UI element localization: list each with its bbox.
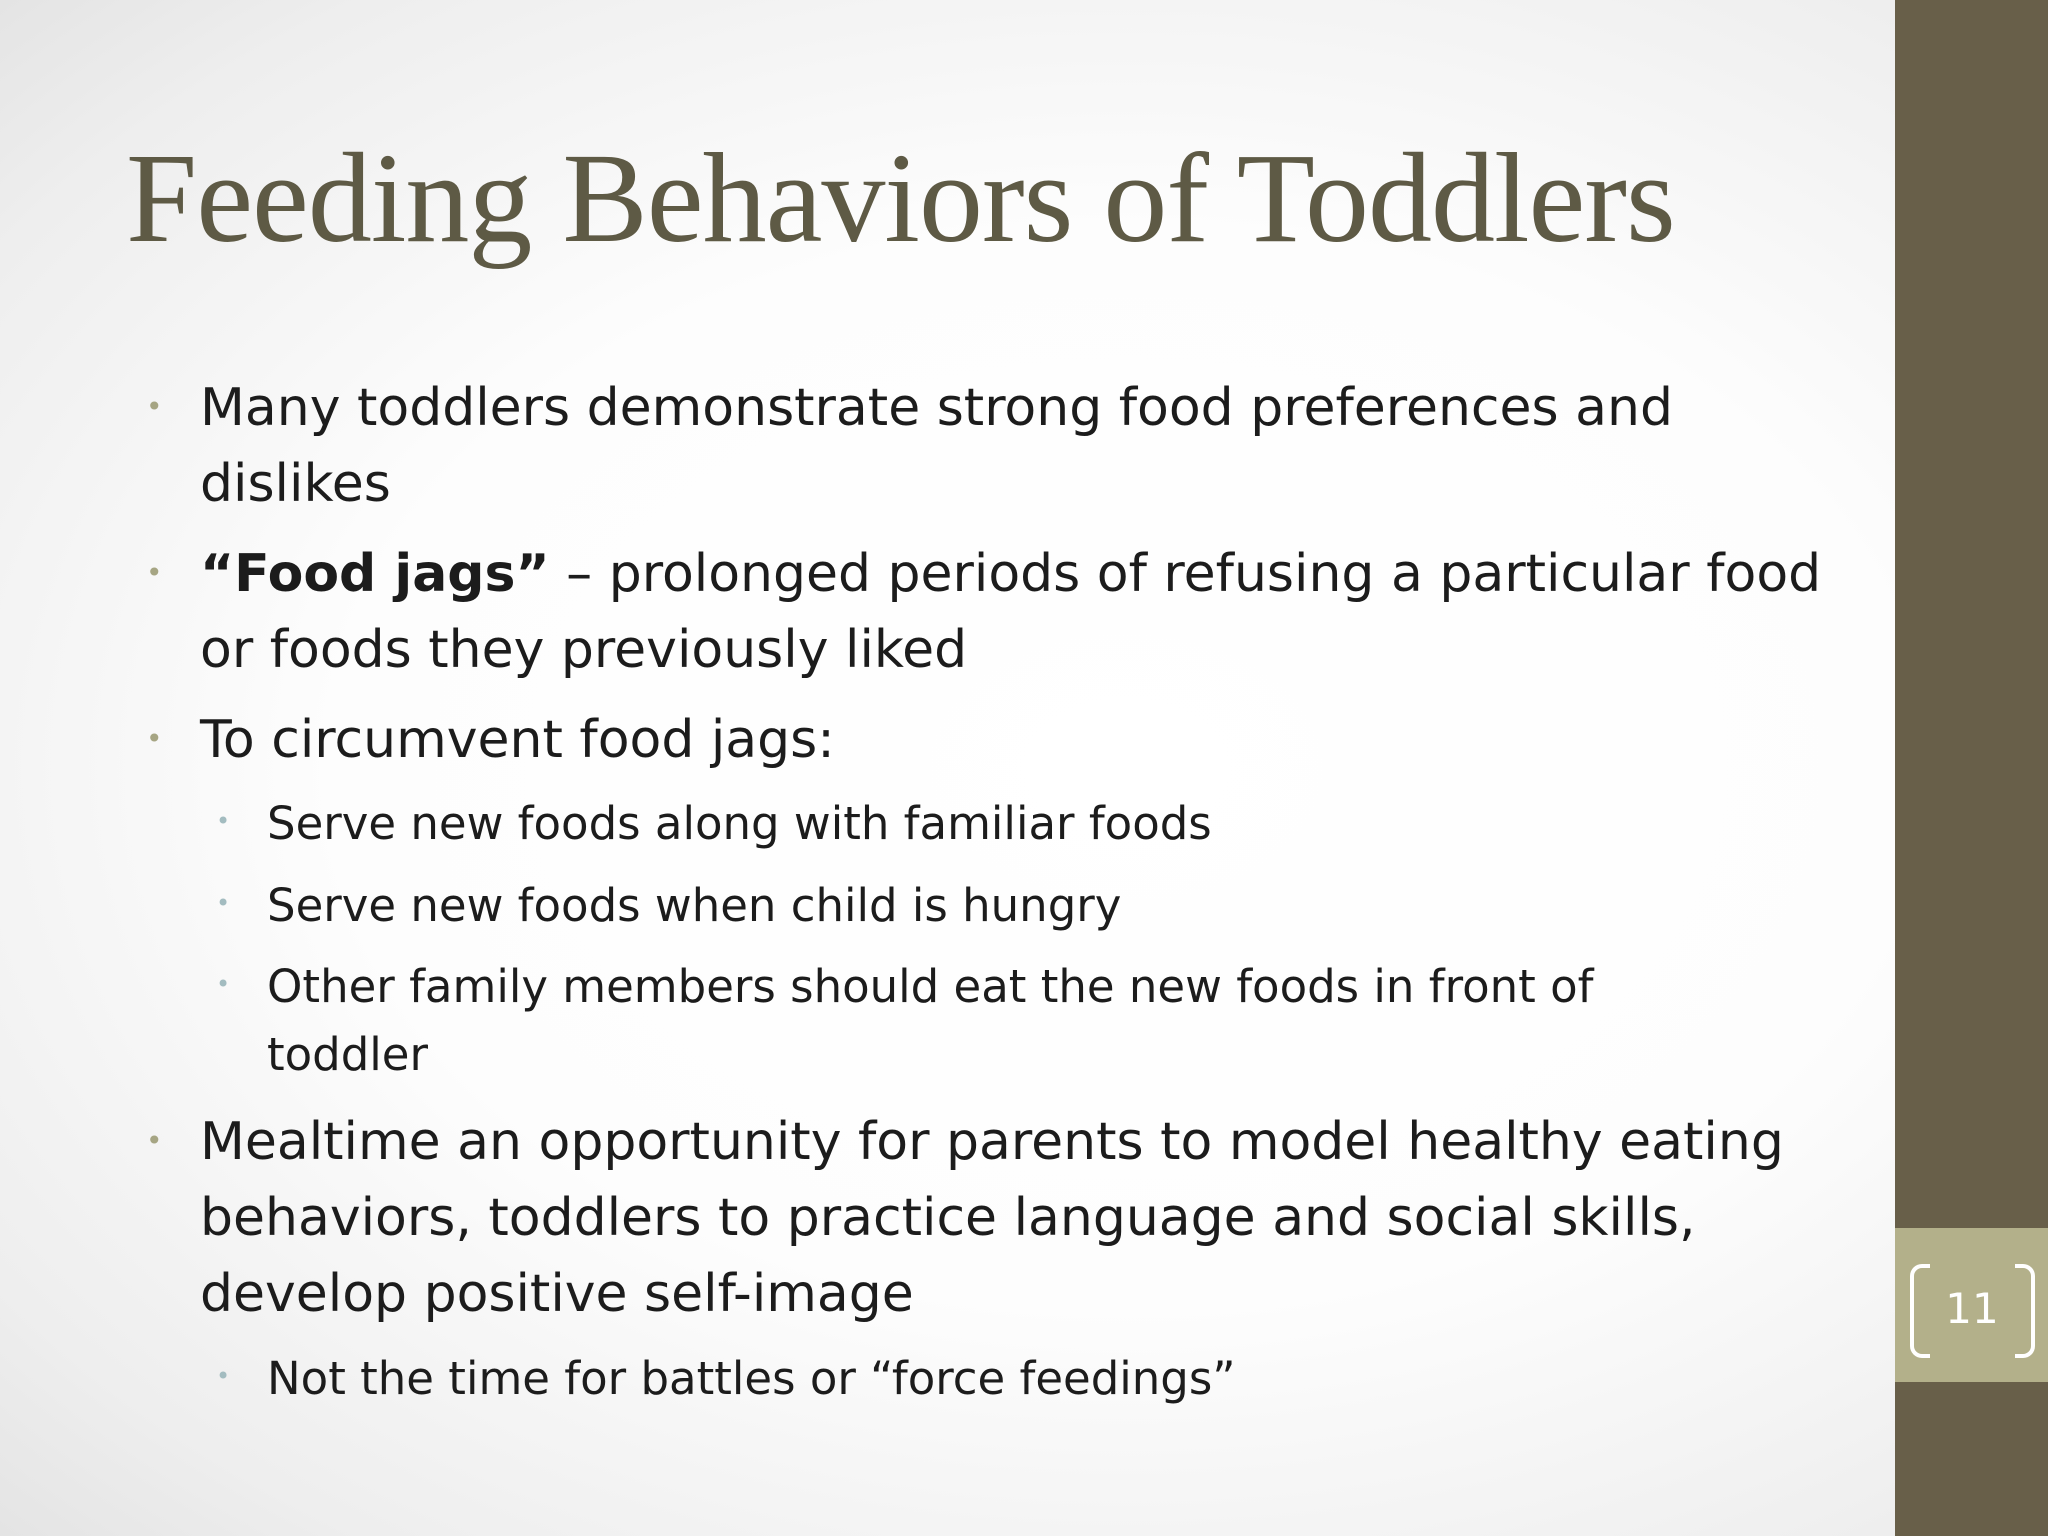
sub-bullet-item bbox=[146, 953, 1846, 1089]
bullet-item bbox=[146, 1104, 1846, 1332]
term-food-jags: “Food jags” bbox=[200, 544, 550, 604]
bullet-text: Many toddlers demonstrate strong food preferences and dislikes bbox=[200, 378, 1673, 514]
bullet-dot-icon: • bbox=[216, 807, 231, 835]
bullet-text: Mealtime an opportunity for parents to model healthy eating behaviors, toddlers to practice language and social skills, develop positive self-image bbox=[200, 1112, 1784, 1324]
bullet-dot-icon: • bbox=[146, 1124, 163, 1157]
slide-title: Feeding Behaviors of Toddlers bbox=[126, 127, 1675, 269]
right-bracket-icon bbox=[2015, 1264, 2035, 1358]
bullet-text-wrapper bbox=[200, 536, 1880, 688]
sub-bullet-text: Not the time for battles or “force feedings” bbox=[267, 1352, 1236, 1405]
page-number: 11 bbox=[1945, 1284, 1999, 1333]
bullet-dot-icon: • bbox=[146, 722, 163, 755]
sub-bullet-text: Serve new foods when child is hungry bbox=[267, 879, 1122, 932]
sub-bullet-item bbox=[146, 790, 1846, 858]
bullet-dot-icon: • bbox=[216, 1362, 231, 1390]
bullet-text: – prolonged periods of refusing a particular food or foods they previously liked bbox=[200, 544, 1822, 680]
bullet-text: To circumvent food jags: bbox=[200, 710, 835, 770]
bullet-item bbox=[146, 702, 1846, 778]
bullet-item bbox=[146, 536, 1846, 688]
bullet-item bbox=[146, 370, 1846, 522]
sub-bullet-item bbox=[146, 872, 1846, 940]
sub-bullet-item bbox=[146, 1345, 1846, 1413]
sub-bullet-text: Serve new foods along with familiar foods bbox=[267, 797, 1212, 850]
bullet-dot-icon: • bbox=[216, 889, 231, 917]
bullet-dot-icon: • bbox=[146, 390, 163, 423]
bullet-dot-icon: • bbox=[216, 970, 231, 998]
sub-bullet-text: Other family members should eat the new foods in front of toddler bbox=[267, 960, 1594, 1081]
left-bracket-icon bbox=[1910, 1264, 1930, 1358]
bullet-dot-icon: • bbox=[146, 556, 163, 589]
